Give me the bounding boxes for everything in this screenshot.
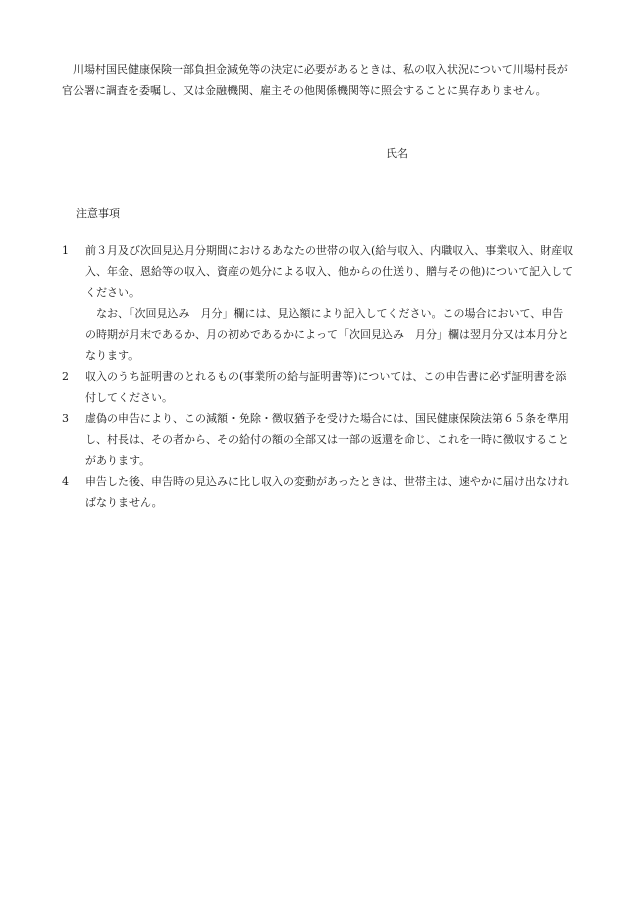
note-subtext: なお、「次回見込み 月分」欄には、見込額により記入してください。この場合において、申告の時期が月末であるか、月の初めであるかによって「次回見込み 月分」欄は翌月分又は本月分となります。: [85, 307, 569, 362]
note-text: 前３月及び次回見込月分期間におけるあなたの世帯の収入(給与収入、内職収入、事業収入、財産収入、年金、恩給等の収入、資産の処分による収入、他からの仕送り、贈与その他)について記入してください。: [85, 244, 574, 299]
note-text: 虚偽の申告により、この減額・免除・徴収猶予を受けた場合には、国民健康保険法第６５条を準用し、村長は、その者から、その給付の額の全部又は一部の返還を命じ、これを一時に徴収することがあります。: [85, 412, 569, 467]
note-number: 4: [62, 475, 69, 488]
note-number: 3: [62, 412, 69, 425]
consent-paragraph: 川場村国民健康保険一部負担金減免等の決定に必要があるときは、私の収入状況について川場村長が官公署に調査を委嘱し、又は金融機関、雇主その他関係機関等に照会することに異存ありません。: [62, 63, 568, 97]
signature-label: 氏名: [386, 147, 408, 160]
note-text: 申告した後、申告時の見込みに比し収入の変動があったときは、世帯主は、速やかに届け出なければなりません。: [85, 475, 569, 509]
note-item-1: [62, 240, 574, 366]
note-item-2: [62, 366, 574, 408]
note-number: 2: [62, 370, 69, 383]
note-number: 1: [62, 244, 69, 257]
notes-list: [62, 240, 574, 513]
notes-heading: 注意事項: [76, 207, 120, 220]
note-item-3: [62, 408, 574, 471]
note-text: 収入のうち証明書のとれるもの(事業所の給与証明書等)については、この申告書に必ず証明書を添付してください。: [85, 370, 567, 404]
note-item-4: [62, 471, 574, 513]
